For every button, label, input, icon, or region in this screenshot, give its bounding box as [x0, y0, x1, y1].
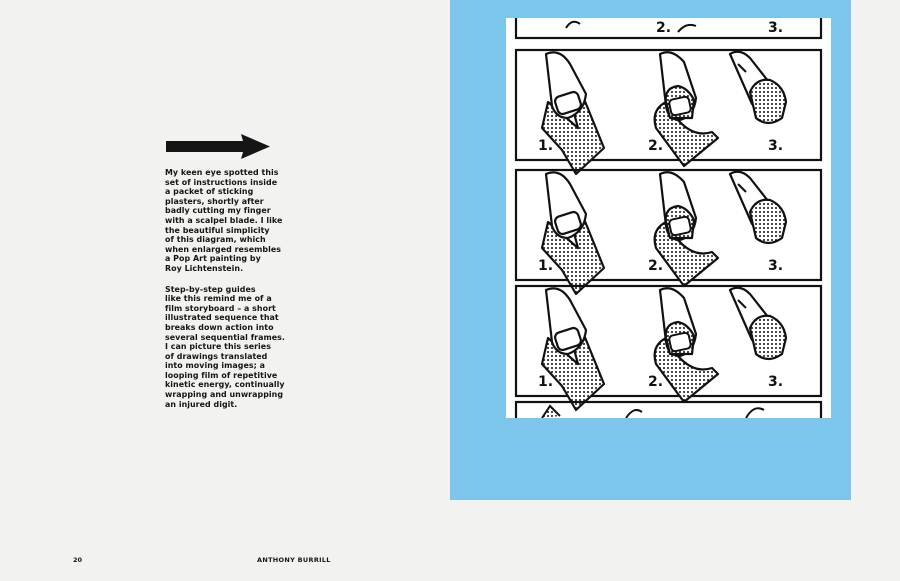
step-label-1: 1.: [538, 374, 554, 390]
top-step-label-2: 2.: [656, 20, 672, 36]
diagram-illustration: [506, 18, 831, 418]
step-label-3: 3.: [768, 258, 784, 274]
step-label-2: 2.: [648, 374, 664, 390]
body-text: [165, 168, 291, 420]
top-step-label-3: 3.: [768, 20, 784, 36]
running-head: ANTHONY BURRILL: [257, 556, 331, 564]
instruction-row: [516, 286, 821, 410]
instruction-diagram: [506, 18, 831, 418]
step-label-1: 1.: [538, 138, 554, 154]
paragraph-2: Step-by-step guides like this remind me of a film storyboard – a short illustrated sequence that breaks down action into several sequential frames. I can picture this series of drawings translated into moving images; a looping film of repetitive kinetic energy, continually wrapping and unwrapping an injured digit.: [165, 284, 285, 409]
step-label-2: 2.: [648, 138, 664, 154]
paragraph-1: My keen eye spotted this set of instructions inside a packet of sticking plasters, shortly after badly cutting my finger with a scalpel blade. I like the beautiful simplicity of this diagram, which when enlarged resembles a Pop Art painting by Roy Lichtenstein.: [165, 168, 283, 273]
step-label-3: 3.: [768, 138, 784, 154]
page-number: 20: [73, 556, 83, 564]
step-label-3: 3.: [768, 374, 784, 390]
instruction-row: [516, 50, 821, 174]
right-arrow-icon: [165, 133, 271, 160]
step-label-1: 1.: [538, 258, 554, 274]
step-label-2: 2.: [648, 258, 664, 274]
instruction-row: [516, 170, 821, 294]
